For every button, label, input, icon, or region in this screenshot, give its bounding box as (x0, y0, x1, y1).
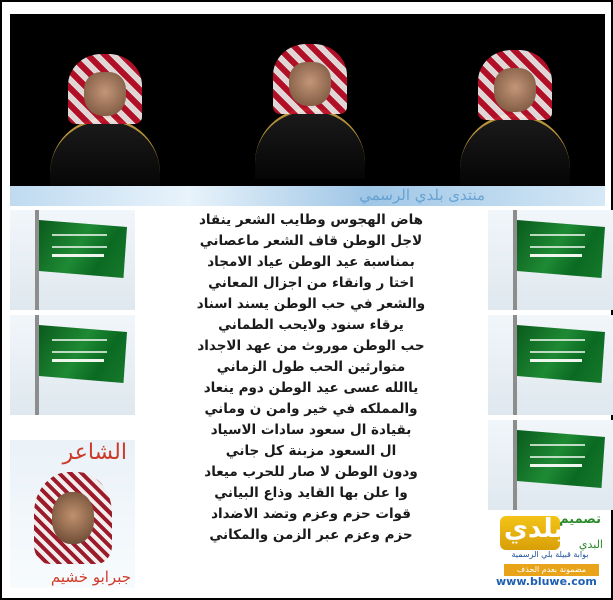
poet-title: الشاعر (62, 440, 127, 465)
leader-figure-right (460, 50, 570, 182)
poet-name: جبرابو خشيم (50, 568, 131, 586)
leaders-photo (10, 14, 605, 186)
poem-verse: بقيادة ال سعود سادات الاسياد (210, 422, 412, 438)
saudi-flag-icon (10, 315, 135, 415)
leader-figure-center (255, 44, 365, 176)
logo-top-text: تصميم (559, 512, 601, 527)
poem-verse: والمملكه في خير وامن ن وماني (204, 401, 418, 417)
poem-verse: يرقاء سنود ولايحب الطماني (218, 317, 404, 333)
poet-panel (10, 440, 135, 588)
logo-big-text: بلدي (504, 514, 564, 544)
logo-stamp: مضمونة بعدم الحذف (504, 564, 599, 576)
saudi-flag-icon (488, 420, 613, 510)
poem-verse: حزم وعزم عبر الزمن والمكاني (209, 527, 413, 543)
poem-verse: والشعر في حب الوطن يسند اسناد (196, 296, 426, 312)
website-url[interactable]: www.bluwe.com (496, 575, 597, 588)
saudi-flag-icon (10, 210, 135, 310)
poem-verse: وا علن بها القايد وذاع البياني (214, 485, 408, 501)
saudi-flag-icon (488, 210, 613, 310)
leader-figure-left (50, 54, 160, 186)
banner-text: منتدى بلدي الرسمي (359, 186, 485, 204)
poet-photo (28, 472, 118, 572)
poem-text (135, 210, 487, 588)
logo-subtitle: بوابة قبيلة بلي الرسمية (511, 550, 589, 559)
poem-verse: ياالله عسى عيد الوطن دوم ينعاد (203, 380, 419, 396)
saudi-flag-icon (488, 315, 613, 415)
poem-verse: حب الوطن موروث من عهد الاجداد (197, 338, 425, 354)
poem-verse: اختا ر وانقاء من اجزال المعاني (208, 275, 414, 291)
flag-column-left (10, 210, 135, 420)
logo-side-text: البدي (578, 538, 603, 551)
poem-verse: لاجل الوطن قاف الشعر ماعصاني (199, 233, 423, 249)
poem-verse: ودون الوطن لا صار للحرب ميعاد (204, 464, 418, 480)
forum-logo (490, 510, 605, 588)
poem-verse: قوات حزم وعزم وتضد الاضداد (211, 506, 411, 522)
poem-verse: ال السعود مزبنة كل جاني (225, 443, 397, 459)
flag-column-right (488, 210, 613, 515)
poem-verse: متوارثين الحب طول الزماني (216, 359, 406, 375)
poem-verse: بمناسبة عيد الوطن عياد الامجاد (207, 254, 415, 270)
poem-verse: هاض الهجوس وطايب الشعر ينقاد (198, 212, 424, 228)
forum-banner (10, 186, 605, 206)
